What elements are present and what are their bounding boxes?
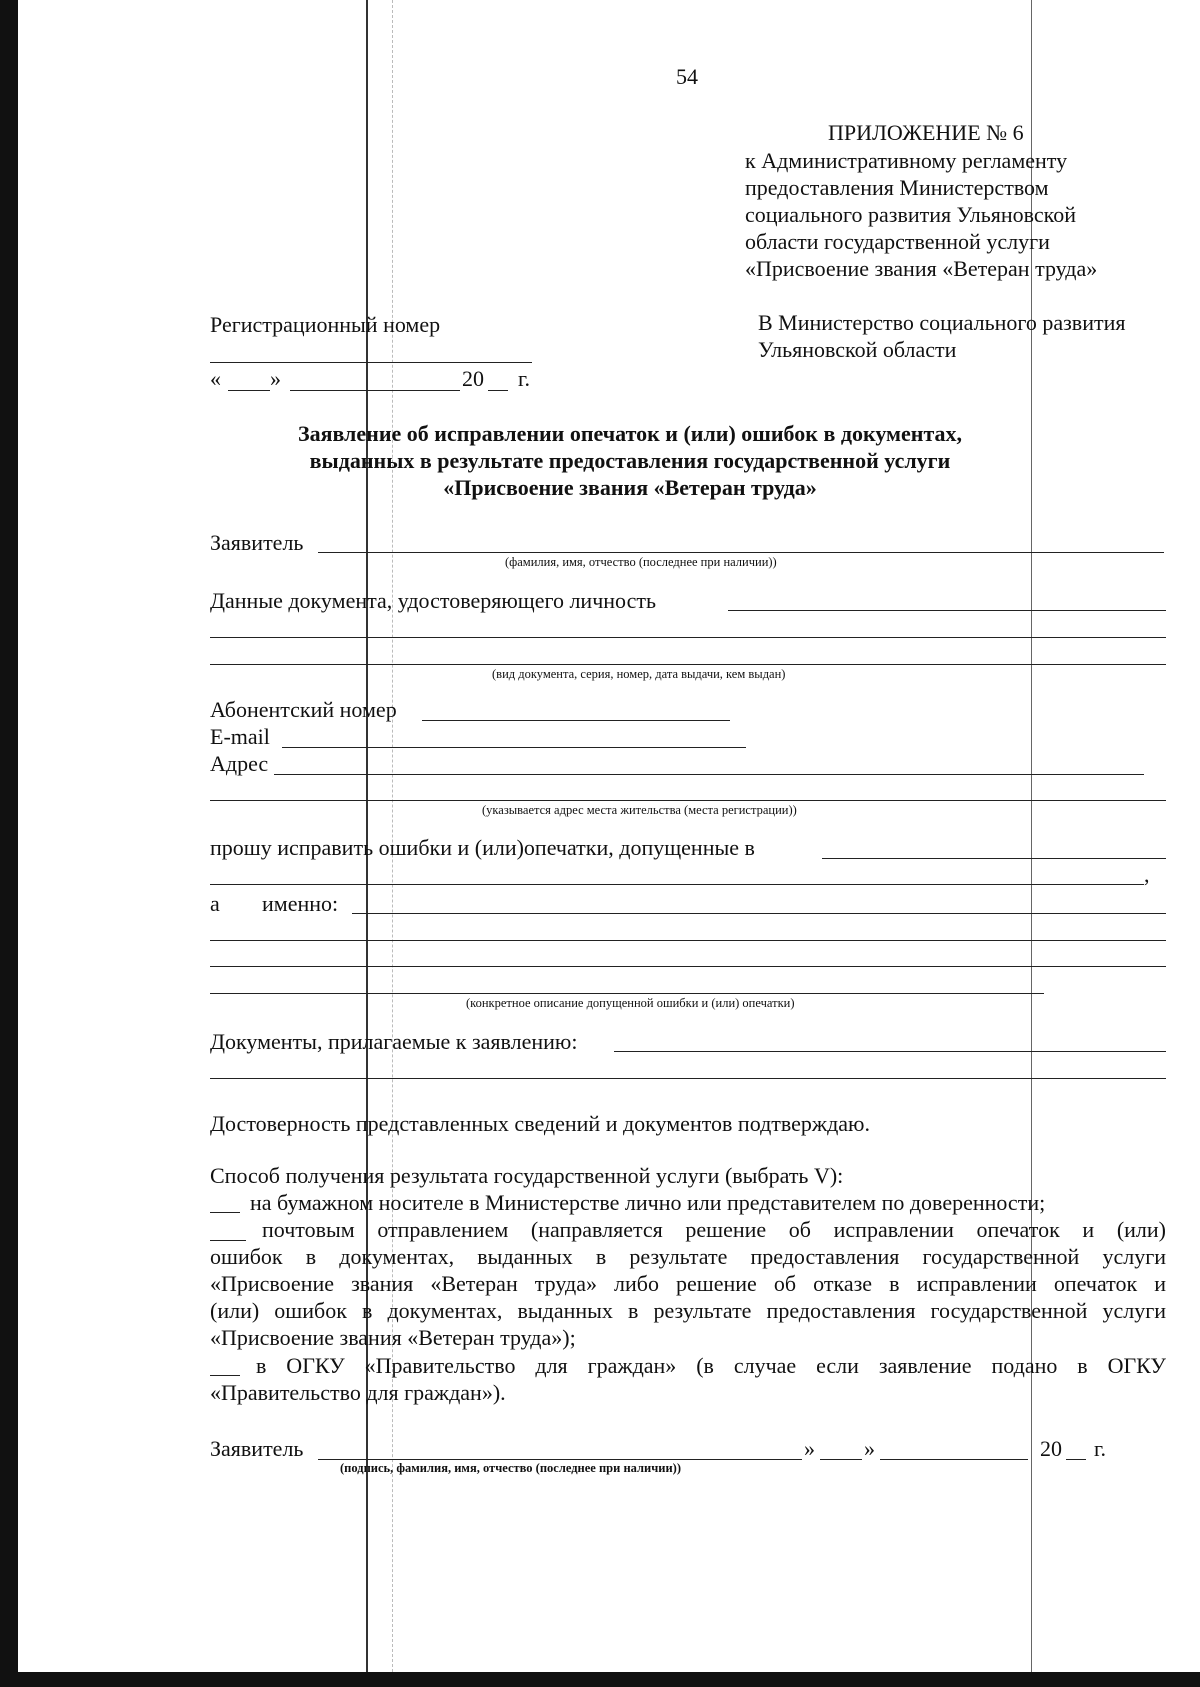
method-option-post-text: «Присвоение звания «Ветеран труда»); (210, 1325, 576, 1350)
phone-label: Абонентский номер (210, 697, 397, 722)
namely-hint: (конкретное описание допущенной ошибки и (или) опечатки) (466, 996, 795, 1010)
method-heading: Способ получения результата государственной услуги (выбрать V): (210, 1163, 844, 1188)
method-option-post-text: почтовым отправлением (направляется решение об исправлении опечаток и (или) (262, 1217, 1166, 1242)
page-number: 54 (676, 64, 698, 89)
method-option-paper: на бумажном носителе в Министерстве лично или представителем по доверенности; (250, 1190, 1046, 1215)
signature-quote-close: » (864, 1436, 875, 1461)
registration-month-line (290, 390, 460, 391)
recipient-line: В Министерство социального развития (758, 310, 1126, 335)
namely-label: именно: (262, 891, 339, 916)
registration-number-line (210, 362, 532, 363)
request-input-line[interactable] (210, 884, 1144, 885)
method-option-ogku-text: в ОГКУ «Правительство для граждан» (в случае если заявление подано в ОГКУ (256, 1353, 1166, 1378)
id-doc-label: Данные документа, удостоверяющего личность (210, 588, 657, 613)
method-option-ogku-text: «Правительство для граждан»). (210, 1380, 506, 1405)
attachments-input-line[interactable] (210, 1078, 1166, 1079)
id-doc-input-line[interactable] (210, 637, 1166, 638)
applicant-label: Заявитель (210, 530, 304, 555)
document-title-line: «Присвоение звания «Ветеран труда» (443, 475, 817, 500)
method-option-post-text: ошибок в документах, выданных в результате предоставления государственной услуги (210, 1244, 1166, 1269)
attachments-input-line[interactable] (614, 1051, 1166, 1052)
namely-input-line[interactable] (210, 940, 1166, 941)
appendix-line: социального развития Ульяновской (745, 202, 1077, 227)
id-doc-input-line[interactable] (728, 610, 1166, 611)
signature-month-line[interactable] (880, 1459, 1028, 1460)
registration-label: Регистрационный номер (210, 312, 441, 337)
registration-date-open: « (210, 366, 221, 391)
signature-year-line[interactable] (1066, 1459, 1086, 1460)
method-option-post-text: (или) ошибок в документах, выданных в результате предоставления государственной услуги (210, 1298, 1166, 1323)
signature-input-line[interactable] (318, 1459, 802, 1460)
document-title-line: выданных в результате предоставления государственной услуги (309, 448, 951, 473)
registration-year: 20 (462, 366, 484, 391)
signature-day-line[interactable] (820, 1459, 862, 1460)
document-title-line: Заявление об исправлении опечаток и (или) ошибок в документах, (297, 421, 963, 446)
appendix-line: «Присвоение звания «Ветеран труда» (745, 256, 1098, 281)
address-input-line[interactable] (210, 800, 1166, 801)
scan-left-border (0, 0, 18, 1687)
request-comma: , (1144, 862, 1150, 887)
registration-date-close: » (270, 366, 281, 391)
scan-bottom-border (0, 1672, 1200, 1687)
signature-year-suffix: г. (1094, 1436, 1107, 1461)
recipient-line: Ульяновской области (758, 337, 957, 362)
appendix-line: области государственной услуги (745, 229, 1050, 254)
namely-a: а (210, 891, 220, 916)
attachments-label: Документы, прилагаемые к заявлению: (210, 1029, 578, 1054)
address-hint: (указывается адрес места жительства (места регистрации)) (482, 803, 797, 817)
method-option-post-text: «Присвоение звания «Ветеран труда» либо решение об отказе в исправлении опечаток и (210, 1271, 1166, 1296)
request-input-line[interactable] (822, 858, 1166, 859)
method-option-checkline[interactable] (210, 1375, 240, 1376)
appendix-line: предоставления Министерством (745, 175, 1049, 200)
registration-year-suffix: г. (518, 366, 531, 391)
id-doc-hint: (вид документа, серия, номер, дата выдачи, кем выдан) (492, 667, 786, 681)
signature-label: Заявитель (210, 1436, 304, 1461)
signature-hint: (подпись, фамилия, имя, отчество (последнее при наличии)) (340, 1461, 682, 1475)
registration-day-line (228, 390, 270, 391)
id-doc-input-line[interactable] (210, 664, 1166, 665)
method-option-checkline[interactable] (210, 1240, 246, 1241)
namely-input-line[interactable] (210, 966, 1166, 967)
email-input-line[interactable] (282, 747, 746, 748)
namely-input-line[interactable] (210, 993, 1044, 994)
request-label: прошу исправить ошибки и (или)опечатки, допущенные в (210, 835, 755, 860)
appendix-line: к Административному регламенту (745, 148, 1068, 173)
appendix-title: ПРИЛОЖЕНИЕ № 6 (828, 120, 1024, 145)
confirmation-text: Достоверность представленных сведений и документов подтверждаю. (210, 1111, 870, 1136)
address-input-line[interactable] (274, 774, 1144, 775)
applicant-input-line[interactable] (318, 552, 1164, 553)
registration-year-line (488, 390, 508, 391)
applicant-hint: (фамилия, имя, отчество (последнее при наличии)) (505, 555, 777, 569)
email-label: E-mail (210, 724, 270, 749)
signature-year: 20 (1040, 1436, 1062, 1461)
namely-input-line[interactable] (352, 913, 1166, 914)
address-label: Адрес (210, 751, 269, 776)
phone-input-line[interactable] (422, 720, 730, 721)
signature-quote-open: » (804, 1436, 815, 1461)
method-option-checkline[interactable] (210, 1212, 240, 1213)
